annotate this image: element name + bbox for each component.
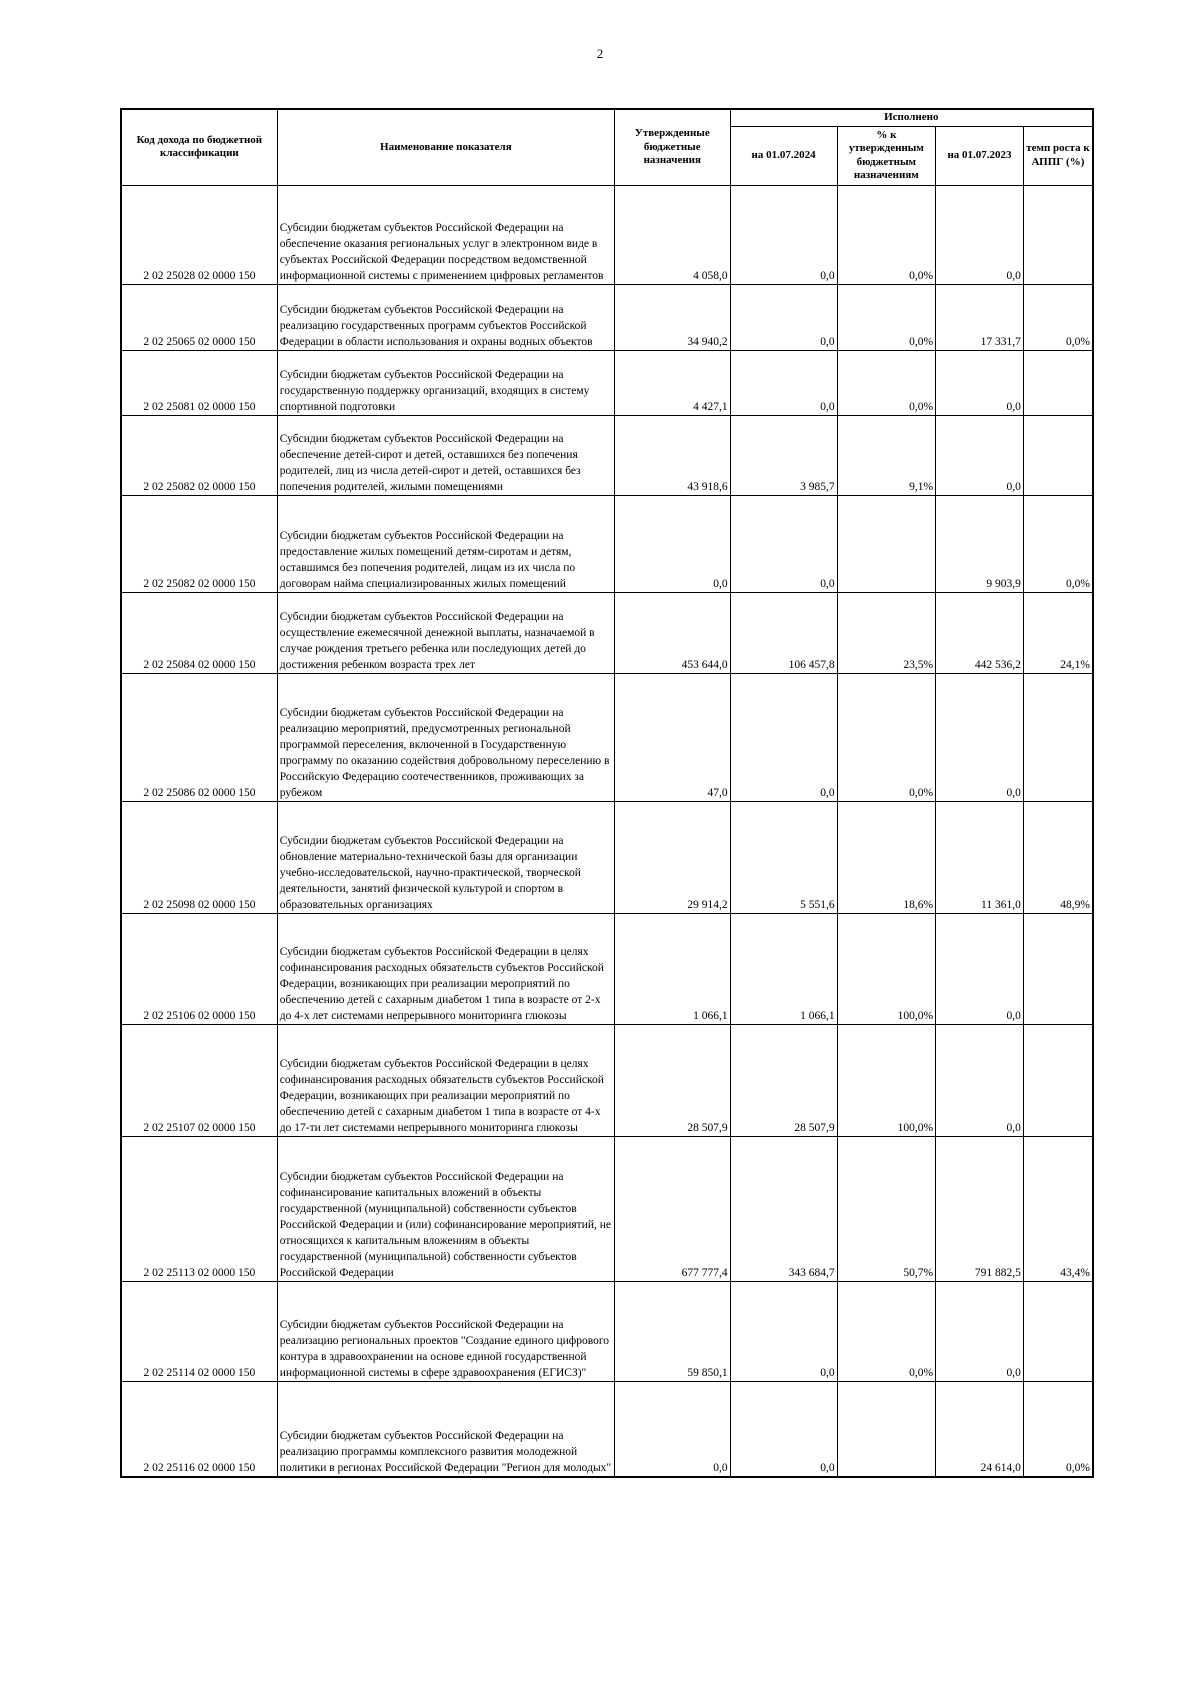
row-exec-2024: 0,0 [730, 495, 837, 592]
row-name: Субсидии бюджетам субъектов Российской Федерации на софинансирование капитальных вложений в объекты государственной (муниципальной) собственности субъектов Российской Федерации и (или) софинансирование мероприятий, не относящихся к капитальным вложениям в объекты государственной (муниципальной) собственности субъектов Российской Федерации [277, 1136, 614, 1281]
header-approved: Утвержденные бюджетные назначения [614, 109, 730, 185]
row-percent: 9,1% [837, 415, 935, 495]
row-exec-2024: 343 684,7 [730, 1136, 837, 1281]
row-exec-2024: 0,0 [730, 284, 837, 350]
row-name: Субсидии бюджетам субъектов Российской Федерации на предоставление жилых помещений детям-сиротам и детям, оставшимся без попечения родителей, лицам из их числа по договорам найма специализированных жилых помещений [277, 495, 614, 592]
row-code: 2 02 25065 02 0000 150 [121, 284, 277, 350]
row-name: Субсидии бюджетам субъектов Российской Федерации на осуществление ежемесячной денежной выплаты, назначаемой в случае рождения третьего ребенка или последующих детей до достижения ребенком возраста трех лет [277, 592, 614, 673]
row-growth: 43,4% [1023, 1136, 1093, 1281]
row-approved: 28 507,9 [614, 1024, 730, 1136]
row-code: 2 02 25107 02 0000 150 [121, 1024, 277, 1136]
row-exec-2023: 0,0 [936, 913, 1024, 1024]
row-exec-2023: 17 331,7 [936, 284, 1024, 350]
table-row [121, 495, 1093, 592]
table-row [121, 913, 1093, 1024]
row-name: Субсидии бюджетам субъектов Российской Федерации на обновление материально-технической базы для организации учебно-исследовательской, научно-практической, творческой деятельности, занятий физической культурой и спортом в образовательных организациях [277, 801, 614, 913]
row-code: 2 02 25114 02 0000 150 [121, 1281, 277, 1381]
row-approved: 43 918,6 [614, 415, 730, 495]
row-code: 2 02 25086 02 0000 150 [121, 673, 277, 801]
row-growth [1023, 913, 1093, 1024]
budget-table [120, 108, 1094, 1478]
table-row [121, 592, 1093, 673]
table-row [121, 350, 1093, 415]
row-approved: 0,0 [614, 1381, 730, 1477]
row-growth [1023, 350, 1093, 415]
row-growth [1023, 1024, 1093, 1136]
row-name: Субсидии бюджетам субъектов Российской Федерации на реализацию региональных проектов "Создание единого цифрового контура в здравоохранении на основе единой государственной информационной системы в сфере здравоохранения (ЕГИСЗ)" [277, 1281, 614, 1381]
row-name: Субсидии бюджетам субъектов Российской Федерации на обеспечение детей-сирот и детей, оставшихся без попечения родителей, лиц из числа детей-сирот и детей, оставшихся без попечения родителей, жилыми помещениями [277, 415, 614, 495]
row-exec-2023: 24 614,0 [936, 1381, 1024, 1477]
row-exec-2023: 0,0 [936, 350, 1024, 415]
row-name: Субсидии бюджетам субъектов Российской Федерации на реализацию программы комплексного развития молодежной политики в регионах Российской Федерации "Регион для молодых" [277, 1381, 614, 1477]
row-approved: 59 850,1 [614, 1281, 730, 1381]
row-exec-2024: 0,0 [730, 1381, 837, 1477]
row-exec-2024: 3 985,7 [730, 415, 837, 495]
row-growth: 0,0% [1023, 284, 1093, 350]
row-exec-2023: 0,0 [936, 1281, 1024, 1381]
header-code: Код дохода по бюджетной классификации [121, 109, 277, 185]
header-date-2024: на 01.07.2024 [730, 126, 837, 185]
row-approved: 29 914,2 [614, 801, 730, 913]
row-approved: 677 777,4 [614, 1136, 730, 1281]
row-code: 2 02 25082 02 0000 150 [121, 495, 277, 592]
row-growth [1023, 1281, 1093, 1381]
row-name: Субсидии бюджетам субъектов Российской Федерации на реализацию государственных программ субъектов Российской Федерации в области использования и охраны водных объектов [277, 284, 614, 350]
row-exec-2023: 791 882,5 [936, 1136, 1024, 1281]
table-row [121, 673, 1093, 801]
row-exec-2023: 11 361,0 [936, 801, 1024, 913]
row-exec-2023: 9 903,9 [936, 495, 1024, 592]
row-code: 2 02 25081 02 0000 150 [121, 350, 277, 415]
row-name: Субсидии бюджетам субъектов Российской Федерации в целях софинансирования расходных обязательств субъектов Российской Федерации, возникающих при реализации мероприятий по обеспечению детей с сахарным диабетом 1 типа в возрасте от 2-х до 4-х лет системами непрерывного мониторинга глюкозы [277, 913, 614, 1024]
header-executed: Исполнено [730, 109, 1093, 126]
table-row [121, 284, 1093, 350]
table-row [121, 1381, 1093, 1477]
table-row [121, 1281, 1093, 1381]
row-approved: 34 940,2 [614, 284, 730, 350]
row-approved: 47,0 [614, 673, 730, 801]
row-exec-2024: 5 551,6 [730, 801, 837, 913]
row-name: Субсидии бюджетам субъектов Российской Федерации на государственную поддержку организаций, входящих в систему спортивной подготовки [277, 350, 614, 415]
page-number: 2 [596, 46, 604, 61]
row-code: 2 02 25098 02 0000 150 [121, 801, 277, 913]
table-row [121, 1136, 1093, 1281]
row-exec-2024: 1 066,1 [730, 913, 837, 1024]
table-row [121, 801, 1093, 913]
row-approved: 1 066,1 [614, 913, 730, 1024]
row-growth [1023, 673, 1093, 801]
row-growth [1023, 185, 1093, 284]
row-growth [1023, 415, 1093, 495]
row-code: 2 02 25116 02 0000 150 [121, 1381, 277, 1477]
row-exec-2023: 0,0 [936, 415, 1024, 495]
row-exec-2024: 0,0 [730, 350, 837, 415]
row-percent: 0,0% [837, 1281, 935, 1381]
row-exec-2024: 106 457,8 [730, 592, 837, 673]
row-exec-2024: 0,0 [730, 1281, 837, 1381]
header-percent: % к утвержденным бюджетным назначениям [837, 126, 935, 185]
row-exec-2023: 442 536,2 [936, 592, 1024, 673]
row-code: 2 02 25082 02 0000 150 [121, 415, 277, 495]
row-percent [837, 495, 935, 592]
row-name: Субсидии бюджетам субъектов Российской Федерации на реализацию мероприятий, предусмотренных региональной программой переселения, включенной в Государственную программу по оказанию содействия добровольному переселению в Российскую Федерацию соотечественников, проживающих за рубежом [277, 673, 614, 801]
row-percent: 0,0% [837, 350, 935, 415]
header-growth: темп роста к АППГ (%) [1023, 126, 1093, 185]
row-percent [837, 1381, 935, 1477]
header-date-2023: на 01.07.2023 [936, 126, 1024, 185]
table-row [121, 185, 1093, 284]
row-growth: 24,1% [1023, 592, 1093, 673]
row-exec-2024: 0,0 [730, 185, 837, 284]
row-code: 2 02 25028 02 0000 150 [121, 185, 277, 284]
row-name: Субсидии бюджетам субъектов Российской Федерации на обеспечение оказания региональных услуг в электронном виде в субъектах Российской Федерации посредством ведомственной информационной системы с применением цифровых регламентов [277, 185, 614, 284]
row-approved: 453 644,0 [614, 592, 730, 673]
row-growth: 0,0% [1023, 495, 1093, 592]
row-approved: 4 058,0 [614, 185, 730, 284]
row-exec-2024: 0,0 [730, 673, 837, 801]
row-code: 2 02 25084 02 0000 150 [121, 592, 277, 673]
row-exec-2023: 0,0 [936, 1024, 1024, 1136]
row-approved: 0,0 [614, 495, 730, 592]
row-approved: 4 427,1 [614, 350, 730, 415]
row-percent: 100,0% [837, 1024, 935, 1136]
row-growth: 0,0% [1023, 1381, 1093, 1477]
row-percent: 50,7% [837, 1136, 935, 1281]
row-exec-2023: 0,0 [936, 185, 1024, 284]
row-growth: 48,9% [1023, 801, 1093, 913]
row-name: Субсидии бюджетам субъектов Российской Федерации в целях софинансирования расходных обязательств субъектов Российской Федерации, возникающих при реализации мероприятий по обеспечению детей с сахарным диабетом 1 типа в возрасте от 4-х до 17-ти лет системами непрерывного мониторинга глюкозы [277, 1024, 614, 1136]
header-name: Наименование показателя [277, 109, 614, 185]
row-code: 2 02 25106 02 0000 150 [121, 913, 277, 1024]
row-percent: 0,0% [837, 673, 935, 801]
table-row [121, 1024, 1093, 1136]
row-percent: 23,5% [837, 592, 935, 673]
table-row [121, 415, 1093, 495]
row-percent: 18,6% [837, 801, 935, 913]
row-percent: 100,0% [837, 913, 935, 1024]
row-percent: 0,0% [837, 284, 935, 350]
row-exec-2024: 28 507,9 [730, 1024, 837, 1136]
row-percent: 0,0% [837, 185, 935, 284]
row-exec-2023: 0,0 [936, 673, 1024, 801]
table-body [121, 185, 1093, 1477]
row-code: 2 02 25113 02 0000 150 [121, 1136, 277, 1281]
